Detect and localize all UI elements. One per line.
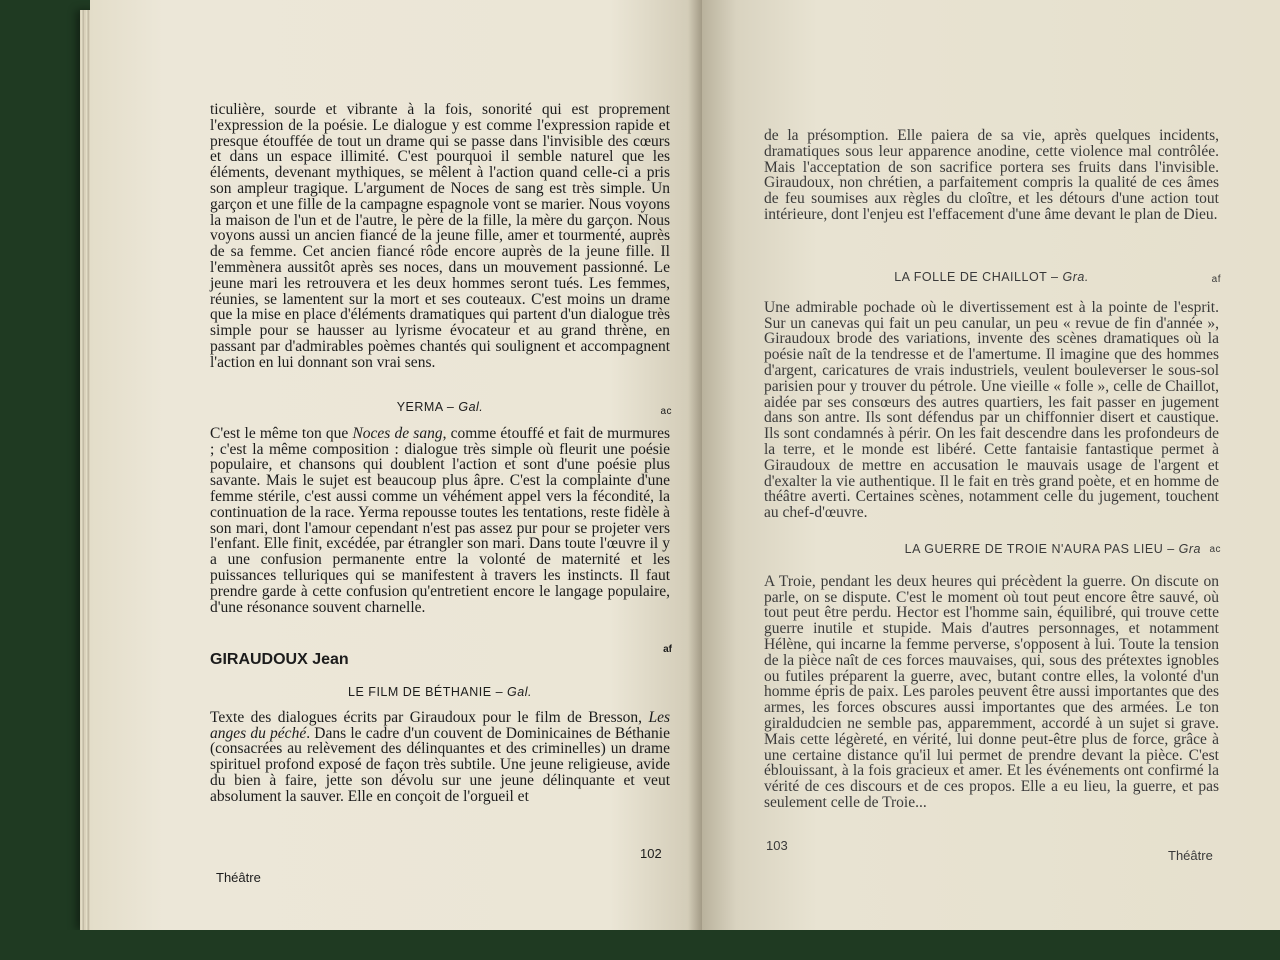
table-surface	[0, 930, 1280, 960]
author-giraudoux	[210, 644, 672, 668]
entry-heading: LA FOLLE DE CHAILLOT – Gra. af	[764, 270, 1219, 286]
entry-yerma	[210, 400, 670, 615]
running-footer: Théâtre	[1168, 848, 1213, 863]
entry-title: LA FOLLE DE CHAILLOT	[894, 270, 1048, 284]
page-number: 102	[640, 846, 662, 861]
entry-guerre-de-troie	[764, 542, 1219, 811]
entry-film-de-bethanie	[210, 685, 670, 805]
entry-publisher: Gra.	[1062, 270, 1089, 284]
entry-folle-de-chaillot	[764, 270, 1219, 521]
author-code: af	[663, 644, 672, 655]
right-page	[702, 0, 1280, 930]
entry-publisher: Gal.	[458, 400, 484, 414]
entry-publisher: Gal.	[507, 685, 532, 699]
entry-text: Une admirable pochade où le divertissement est à la pointe de l'esprit. Sur un canevas qui fait un peu canular, un peu « revue de fin d'année », Giraudoux brode des variations, invente des scènes dramatiques où la poésie naît de la tendresse et de l'amertume. Il imagine que des hommes d'argent, caricatures de vrais industriels, veulent bouleverser le sous-sol parisien pour y trouver du pétrole. Une vieille « folle », celle de Chaillot, aidée par ses consœurs des autres quartiers, les fait passer en jugement dans son antre. Ils sont défendus par un chiffonnier disert et caustique. Ils sont condamnés à périr. On les fait descendre dans les profondeurs de la terre, et le monde est libéré. Cette fantaisie fantastique permet à Giraudoux de mettre en accusation le mauvais usage de l'argent et d'exalter la vie authentique. Il le fait en très grand poète, et en homme de théâtre averti. Certaines scènes, notamment celle du jugement, touchent au chef-d'œuvre.	[764, 298, 1219, 522]
entry-code: ac	[660, 406, 672, 417]
right-continued-paragraph: de la présomption. Elle paiera de sa vie, après quelques incidents, dramatiques sous leur apparence anodine, cette violence mal contrôlée. Mais l'acceptation de son sacrifice portera ses fruits dans l'invisible. Giraudoux, non chrétien, a parfaitement compris la qualité de ces âmes de feu soumises aux règles du cloître, et les détours d'une action tout intérieure, dont l'enjeu est l'effacement d'une âme devant le plan de Dieu.	[764, 127, 1219, 223]
running-footer: Théâtre	[216, 870, 261, 885]
entry-publisher: Gra	[1178, 542, 1201, 556]
entry-title: YERMA	[396, 400, 443, 414]
left-continued-paragraph: ticulière, sourde et vibrante à la fois, sonorité qui est proprement l'expression de la poésie. Le dialogue y est comme l'expression rapide et presque étouffée de tout un drame qui se passe dans l'invisible des cœurs et dans un espace illimité. C'est pourquoi il semble naturel que les éléments, devenant mythiques, se mêlent à l'action quand celle-ci a pris son ampleur tragique. L'argument de Noces de sang est très simple. Un garçon et une fille de la campagne espagnole vont se marier. Nous voyons la maison de l'un et de l'autre, le père de la fille, la mère du garçon. Nous voyons aussi un ancien fiancé de la jeune fille, amer et tourmenté, auprès de sa femme. Cet ancien fiancé rôde encore auprès de la jeune fille. Il l'emmènera aussitôt après ses noces, dans un mouvement passionné. Le jeune mari les retrouvera et les deux hommes seront tués. Les femmes, réunies, se lamentent sur la mort et ses couteaux. C'est moins un drame que la mise en place d'éléments dramatiques qui partent d'un dialogue très simple pour se hausser au lyrisme évocateur et au grand thrène, en passant par d'admirables poèmes chantés qui soulignent et accompagnent l'action en lui donnant son vrai sens.	[210, 101, 670, 371]
entry-text: A Troie, pendant les deux heures qui précèdent la guerre. On discute on parle, on se dispute. C'est le moment où tout peut encore être sauvé, où tout peut être perdu. Hector est l'homme sain, équilibré, qui trouve cette guerre inutile et stupide. Mais d'autres personnages, et notamment Hélène, qui incarne la femme perverse, s'opposent à lui. Toute la tension de la pièce naît de ces forces mauvaises, qui, sous des prétextes ignobles ou futiles préparent la guerre, avec, butant contre elles, la volonté d'un homme épris de paix. Les paroles peuvent être aussi importantes que des armes, les forces obscures aussi importantes que des armées. Le ton giraldudcien ne semble pas, apparemment, accordé à un sujet si grave. Mais cette légèreté, en vérité, lui donne peut-être plus de force, grâce à une certaine distance qu'il lui permet de prendre devant la pièce. C'est éblouissant, à la fois gracieux et amer. Et les événements ont confirmé la vérité de ces discours et de ces propos. Elle a eu lieu, la guerre, et pas seulement celle de Troie...	[764, 572, 1219, 811]
entry-heading: YERMA – Gal. ac	[210, 400, 670, 416]
entry-code: ac	[1209, 544, 1221, 555]
entry-code: af	[1211, 274, 1221, 285]
entry-title: LE FILM DE BÉTHANIE	[348, 685, 492, 699]
entry-title: LA GUERRE DE TROIE N'AURA PAS LIEU	[904, 542, 1164, 556]
entry-text: C'est le même ton que Noces de sang, comme étouffé et fait de murmures ; c'est la même composition : dialogue très simple où fleurit une poésie populaire, et chansons qui doublent l'action et sont d'une poésie plus savante. Mais le sujet est beaucoup plus âpre. C'est la complainte d'une femme stérile, c'est aussi comme un véhément appel vers la fécondité, la continuation de la race. Yerma repousse toutes les tentations, reste fidèle à son mari, dont l'amour cependant n'est pas assez pur pour se projeter vers l'enfant. Elle finit, excédée, par étrangler son mari. Dans toute l'œuvre il y a une confusion permanente entre la volonté de maternité et les puissances telluriques qui se manifestent à travers les instincts. Il faut prendre garde à cette confusion qu'entretient encore le langage populaire, d'une résonance souvent charnelle.	[210, 424, 671, 616]
entry-heading: LE FILM DE BÉTHANIE – Gal.	[348, 685, 532, 699]
author-heading: GIRAUDOUX Jean af	[210, 644, 672, 668]
page-number: 103	[766, 838, 788, 853]
left-page	[90, 0, 702, 930]
entry-text: Texte des dialogues écrits par Giraudoux pour le film de Bresson, Les anges du péché. Dans le cadre d'un couvent de Dominicaines de Béthanie (consacrées au relèvement des délinquantes et des criminelles) un drame spirituel profond exposé de façon très subtile. Une jeune religieuse, avide du bien à faire, jette son dévolu sur une jeune délinquante et veut absolument la sauver. Elle en conçoit de l'orgueil et	[210, 708, 670, 805]
entry-heading: LA GUERRE DE TROIE N'AURA PAS LIEU – Gra ac	[904, 542, 1221, 556]
